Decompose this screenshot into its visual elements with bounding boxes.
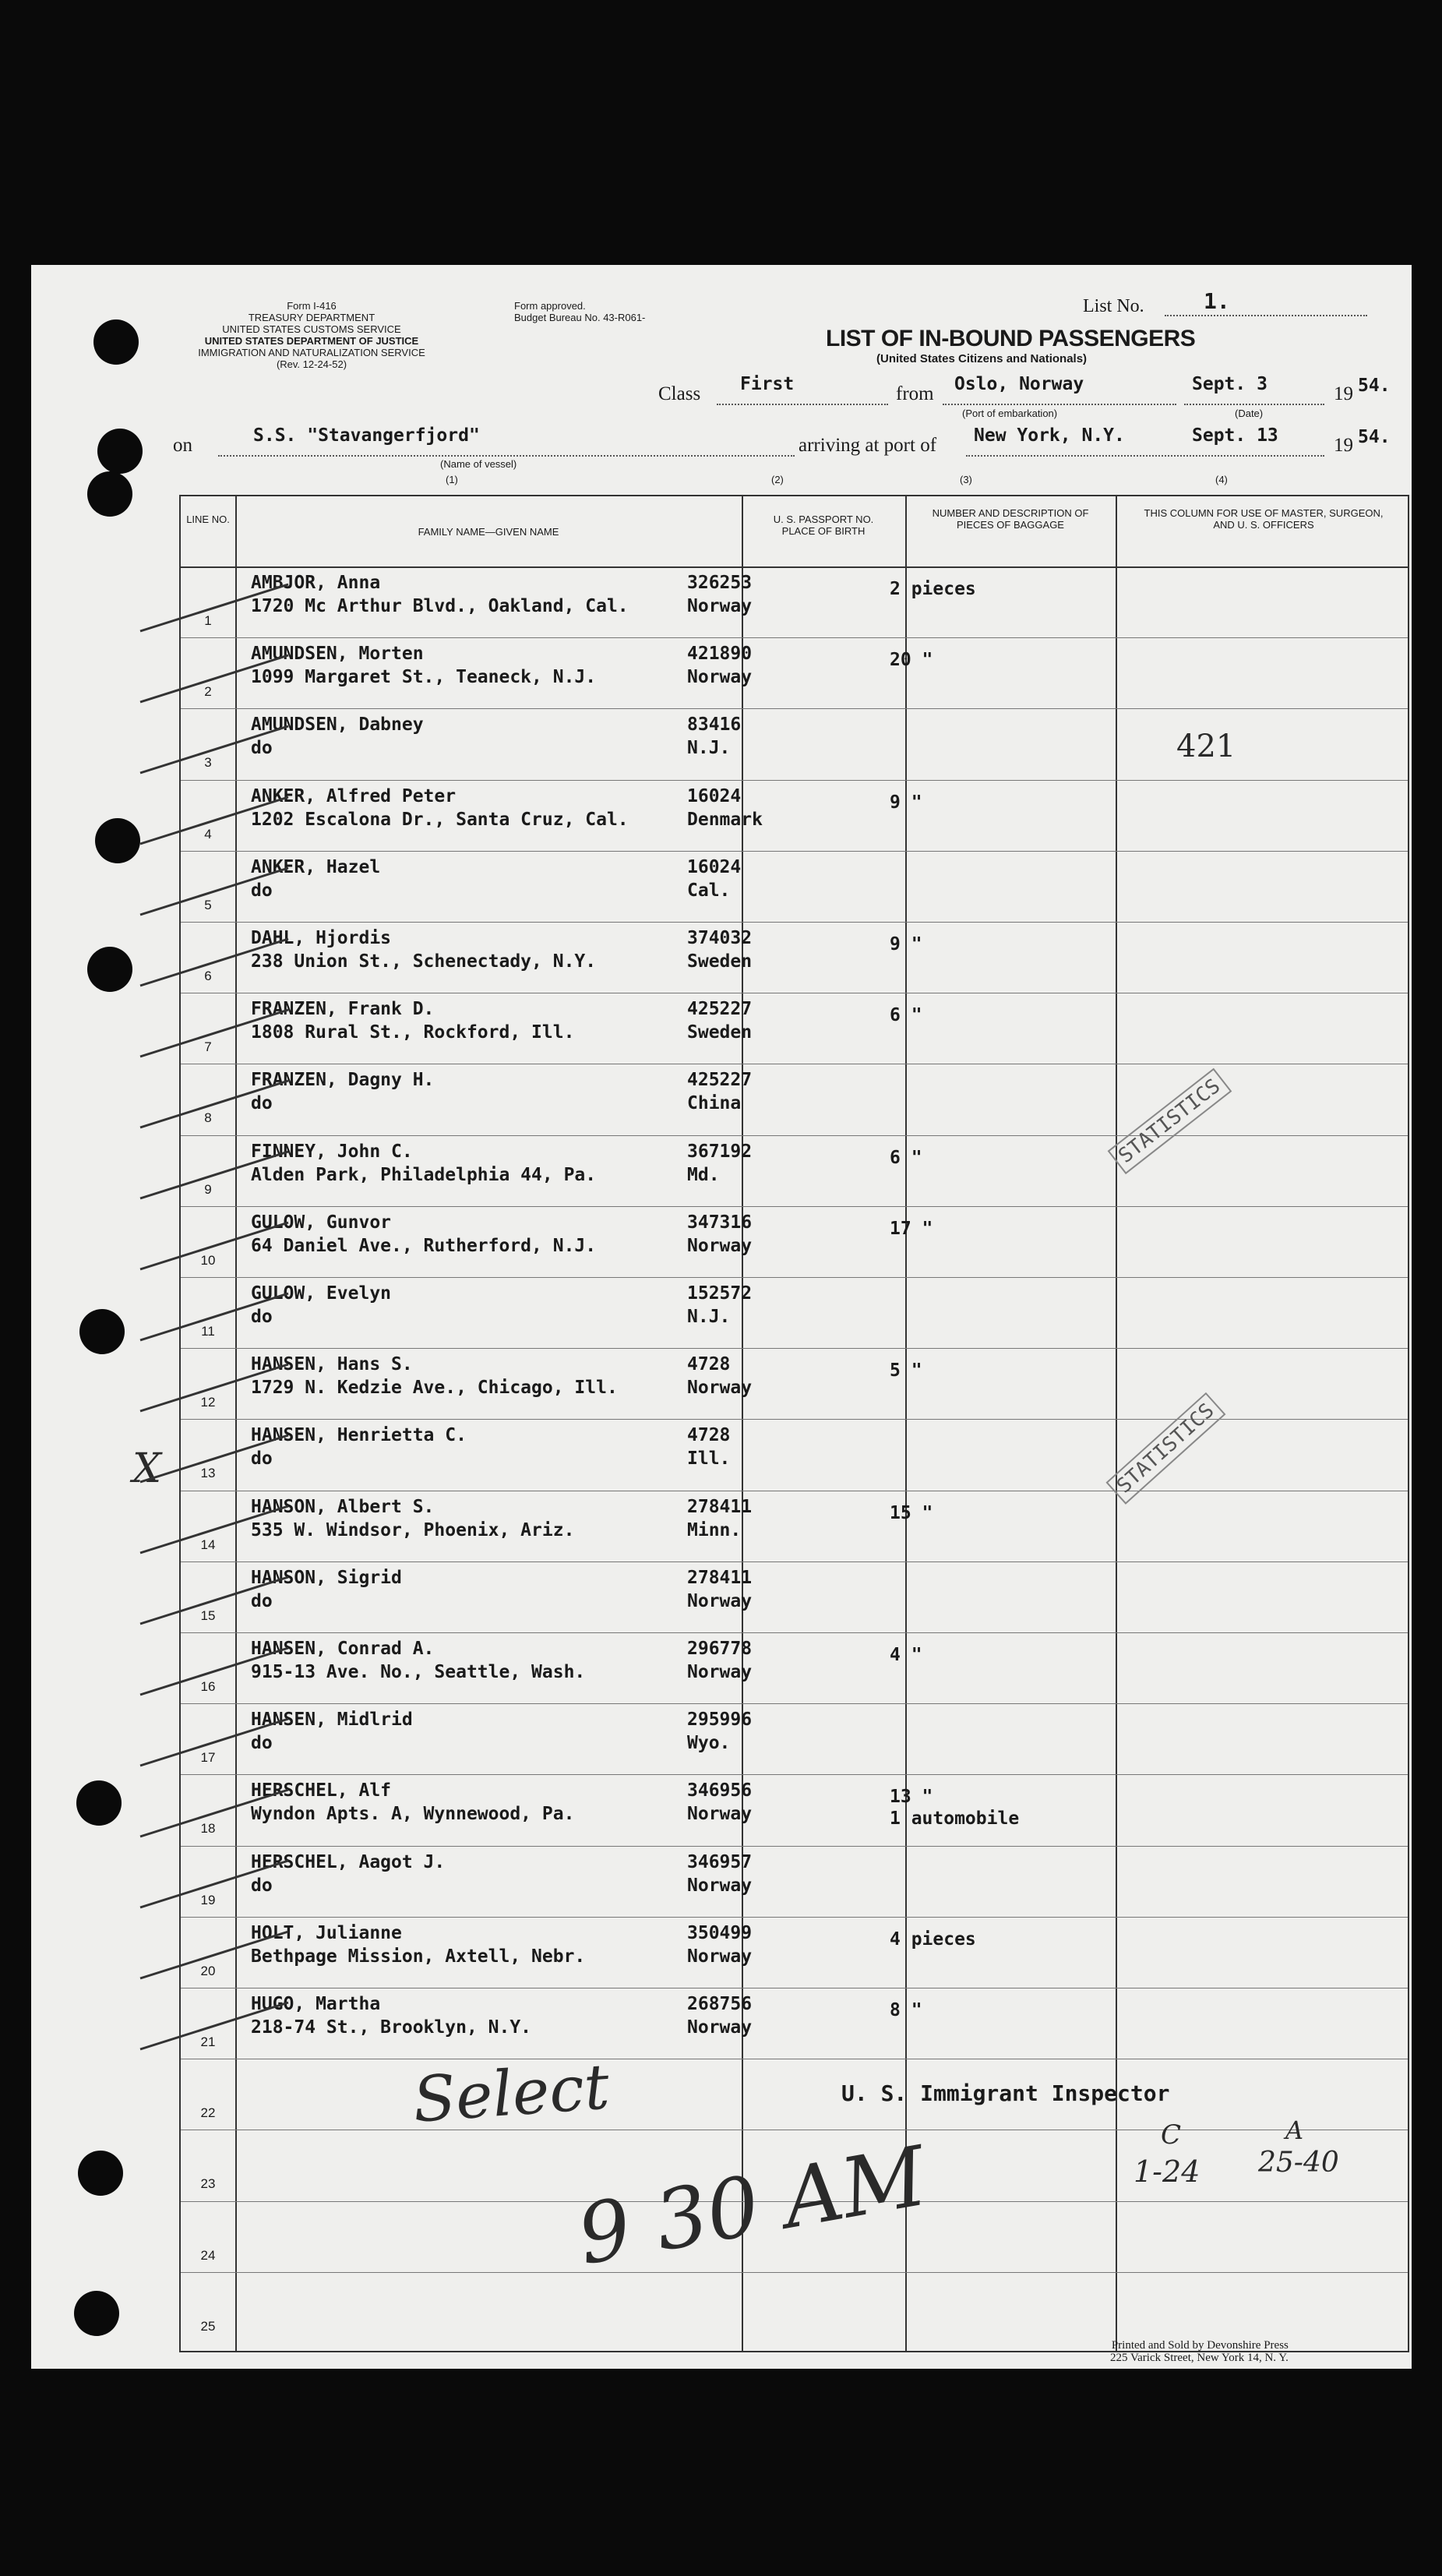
justice-dept: UNITED STATES DEPARTMENT OF JUSTICE (204, 335, 419, 347)
passenger-address: Wyndon Apts. A, Wynnewood, Pa. (251, 1804, 575, 1825)
printer-line-1: Printed and Sold by Devonshire Press (1111, 2339, 1289, 2352)
arrival-date: Sept. 13 (1192, 425, 1278, 446)
passenger-name: AMBJOR, Anna (251, 573, 381, 593)
table-row (181, 1561, 1408, 1632)
passenger-name: HANSEN, Midlrid (251, 1710, 413, 1731)
line-number: 5 (204, 897, 212, 912)
passenger-address: do (251, 1449, 273, 1470)
line-number: 16 (200, 1679, 216, 1694)
date-rule (1184, 404, 1324, 405)
handwritten-time: 9 30 AM (570, 2128, 933, 2284)
baggage-count: 2 pieces (890, 579, 976, 599)
check-mark (140, 2003, 288, 2049)
passport-number: 278411 (687, 1496, 753, 1517)
page-subtitle: (United States Citizens and Nationals) (876, 352, 1088, 365)
check-mark (140, 1223, 288, 1269)
table-row (181, 993, 1408, 1064)
col-index-1: (1) (446, 474, 458, 485)
line-number: 21 (200, 2034, 216, 2049)
check-mark (140, 1506, 288, 1553)
passport-number: 421890 (687, 644, 753, 665)
passenger-name: HANSON, Albert S. (251, 1496, 435, 1517)
passenger-address: do (251, 738, 273, 759)
check-mark (140, 1932, 288, 1978)
year-prefix-2: 19 (1334, 435, 1353, 456)
place-of-birth: Ill. (687, 1449, 731, 1470)
passenger-name: ANKER, Hazel (251, 856, 381, 877)
passenger-name: GULOW, Evelyn (251, 1283, 392, 1304)
passport-number: 350499 (687, 1922, 753, 1943)
passport-number: 295996 (687, 1710, 753, 1731)
passenger-address: 64 Daniel Ave., Rutherford, N.J. (251, 1235, 597, 1256)
line-number: 20 (200, 1963, 216, 1978)
arrival-port: New York, N.Y. (974, 425, 1125, 446)
passenger-address: 1202 Escalona Dr., Santa Cruz, Cal. (251, 809, 629, 830)
place-of-birth: Sweden (687, 1022, 753, 1043)
check-mark (140, 797, 288, 844)
passenger-name: HANSEN, Conrad A. (251, 1639, 435, 1659)
check-mark (140, 1293, 288, 1340)
passport-number: 367192 (687, 1141, 753, 1162)
line-number: 8 (204, 1110, 212, 1126)
place-of-birth: Norway (687, 1662, 753, 1682)
check-mark (140, 1861, 288, 1907)
form-number: Form I-416 (287, 300, 337, 312)
passenger-address: do (251, 1875, 273, 1896)
list-no-label: List No. (1083, 296, 1144, 316)
code-421: 421 (1176, 729, 1236, 764)
place-of-birth: Norway (687, 667, 753, 688)
passenger-address: 1729 N. Kedzie Ave., Chicago, Ill. (251, 1378, 618, 1399)
place-of-birth: Norway (687, 2017, 753, 2038)
date-caption: (Date) (1235, 408, 1264, 419)
baggage-count: 4 " (890, 1645, 922, 1665)
baggage-extra: 1 automobile (890, 1808, 1020, 1830)
table-row (181, 851, 1408, 922)
passenger-address: Alden Park, Philadelphia 44, Pa. (251, 1164, 597, 1185)
punch-hole (87, 471, 132, 517)
place-of-birth: Norway (687, 1590, 753, 1611)
baggage-count: 5 " (890, 1360, 922, 1382)
table-row (181, 922, 1408, 993)
punch-hole (97, 429, 143, 474)
passport-number: 152572 (687, 1283, 753, 1304)
table-row (181, 1135, 1408, 1206)
punch-hole (87, 947, 132, 992)
place-of-birth: Norway (687, 1946, 753, 1967)
passenger-address: 218-74 St., Brooklyn, N.Y. (251, 2017, 532, 2038)
check-mark (140, 655, 288, 702)
class-rule (717, 404, 888, 405)
handwritten-c: C (1161, 2119, 1182, 2151)
passenger-address: 915-13 Ave. No., Seattle, Wash. (251, 1662, 586, 1682)
col-index-4: (4) (1215, 474, 1228, 485)
vessel-name: S.S. "Stavangerfjord" (253, 425, 480, 446)
passenger-name: ANKER, Alfred Peter (251, 785, 457, 806)
table-row (181, 780, 1408, 851)
line-number: 24 (200, 2247, 216, 2263)
form-approved: Form approved. (514, 300, 586, 312)
table-row (181, 1206, 1408, 1277)
passenger-name: HOLT, Julianne (251, 1922, 402, 1943)
passport-number: 425227 (687, 999, 753, 1020)
col-header-passport: U. S. PASSPORT NO. PLACE OF BIRTH (773, 513, 874, 537)
passport-number: 346957 (687, 1851, 753, 1872)
line-number: 13 (200, 1466, 216, 1481)
col-header-officers: THIS COLUMN FOR USE OF MASTER, SURGEON, AND U. S. OFFICERS (1144, 507, 1384, 531)
passenger-name: AMUNDSEN, Morten (251, 644, 424, 665)
line-number: 18 (200, 1821, 216, 1837)
col-header-name: FAMILY NAME—GIVEN NAME (418, 526, 559, 538)
line-number: 11 (201, 1324, 215, 1339)
handwritten-select: Select (411, 2050, 612, 2137)
passenger-name: FRANZEN, Dagny H. (251, 1070, 435, 1091)
arrival-year: 54. (1358, 427, 1391, 447)
passport-number: 83416 (687, 715, 742, 736)
place-of-birth: Norway (687, 1875, 753, 1896)
baggage-count: 8 " (890, 2000, 922, 2020)
baggage-count: 6 " (890, 1005, 922, 1026)
col-header-baggage: NUMBER AND DESCRIPTION OF PIECES OF BAGGAGE (932, 507, 1089, 531)
line-number: 17 (200, 1750, 216, 1766)
check-mark (140, 1152, 288, 1198)
table-row (181, 1632, 1408, 1703)
passenger-name: HANSEN, Hans S. (251, 1354, 413, 1375)
passport-number: 278411 (687, 1567, 753, 1588)
table-row (181, 2059, 1408, 2130)
check-mark (140, 1364, 288, 1411)
handwritten-c-range: 1-24 (1134, 2154, 1200, 2189)
form-header-block (187, 300, 436, 370)
passenger-address: 535 W. Windsor, Phoenix, Ariz. (251, 1519, 575, 1540)
arrival-rule (966, 455, 1324, 457)
line-number: 15 (200, 1607, 216, 1623)
check-mark (140, 939, 288, 986)
check-mark (140, 868, 288, 915)
table-row (181, 1774, 1408, 1845)
passport-number: 374032 (687, 928, 753, 948)
baggage-count: 9 " (890, 792, 922, 813)
table-row (181, 1917, 1408, 1988)
line-number: 7 (204, 1039, 212, 1055)
handwritten-a: A (1285, 2115, 1304, 2145)
table-row (181, 1419, 1408, 1490)
line-number: 2 (204, 684, 212, 700)
baggage-count: 4 pieces (890, 1928, 976, 1950)
handwritten-x: X (132, 1445, 162, 1492)
passport-number: 16024 (687, 785, 742, 806)
punch-hole (76, 1780, 122, 1826)
baggage-count: 15 " (890, 1502, 933, 1523)
place-of-birth: N.J. (687, 738, 731, 759)
manifest-page (31, 265, 1412, 2369)
table-row (181, 2272, 1408, 2343)
line-number: 22 (200, 2105, 216, 2121)
vessel-rule (218, 455, 795, 457)
departure-year: 54. (1358, 376, 1391, 396)
check-mark (140, 1577, 288, 1624)
customs-service: UNITED STATES CUSTOMS SERVICE (222, 323, 401, 335)
place-of-birth: Minn. (687, 1519, 742, 1540)
place-of-birth: China (687, 1093, 742, 1114)
passenger-name: HANSEN, Henrietta C. (251, 1425, 467, 1446)
passenger-address: 1099 Margaret St., Teaneck, N.J. (251, 667, 597, 688)
place-of-birth: N.J. (687, 1307, 731, 1327)
baggage-count: 6 " (890, 1147, 922, 1168)
treasury-dept: TREASURY DEPARTMENT (248, 312, 375, 323)
place-of-birth: Sweden (687, 951, 753, 972)
passport-number: 4728 (687, 1354, 731, 1375)
line-number: 23 (200, 2176, 216, 2192)
passenger-name: HUGO, Martha (251, 1994, 381, 2014)
passenger-address: 238 Union St., Schenectady, N.Y. (251, 951, 597, 972)
passport-number: 346956 (687, 1780, 753, 1801)
table-row (181, 1491, 1408, 1561)
punch-hole (74, 2291, 119, 2336)
passenger-address: 1720 Mc Arthur Blvd., Oakland, Cal. (251, 596, 629, 616)
passenger-address: 1808 Rural St., Rockford, Ill. (251, 1022, 575, 1043)
place-of-birth: Md. (687, 1164, 720, 1185)
table-row (181, 1064, 1408, 1134)
table-row (181, 566, 1408, 637)
table-row (181, 1703, 1408, 1774)
col-index-2: (2) (771, 474, 784, 485)
place-of-birth: Cal. (687, 880, 731, 901)
list-no-value: 1. (1204, 288, 1230, 314)
line-number: 6 (204, 969, 212, 983)
line-number: 1 (204, 613, 212, 628)
check-mark (140, 726, 288, 773)
passenger-address: do (251, 1733, 273, 1754)
class-label: Class (658, 383, 701, 404)
passenger-name: FRANZEN, Frank D. (251, 999, 435, 1020)
from-label: from (896, 383, 934, 404)
check-mark (140, 1081, 288, 1127)
check-mark (140, 1010, 288, 1057)
printer-footer (1110, 2339, 1289, 2364)
embark-caption: (Port of embarkation) (962, 408, 1058, 419)
passenger-name: HERSCHEL, Alf (251, 1780, 392, 1801)
place-of-birth: Norway (687, 1235, 753, 1256)
passenger-name: GULOW, Gunvor (251, 1212, 392, 1233)
inspector-signature-line: U. S. Immigrant Inspector (841, 2080, 1170, 2106)
class-value: First (740, 374, 795, 394)
baggage-count: 9 " (890, 934, 922, 955)
passport-number: 268756 (687, 1994, 753, 2014)
revision: (Rev. 12-24-52) (276, 358, 347, 370)
list-no-rule (1165, 315, 1367, 316)
arriving-label: arriving at port of (799, 435, 937, 456)
passenger-address: Bethpage Mission, Axtell, Nebr. (251, 1946, 586, 1967)
place-of-birth: Denmark (687, 809, 763, 830)
table-row (181, 637, 1408, 708)
table-row (181, 1846, 1408, 1917)
check-marks (132, 561, 335, 2197)
punch-hole (93, 319, 139, 365)
port-of-embarkation: Oslo, Norway (954, 374, 1084, 394)
punch-hole (79, 1309, 125, 1354)
on-label: on (173, 435, 192, 456)
punch-hole (78, 2151, 123, 2196)
approval-block (514, 300, 645, 323)
table-row (181, 1277, 1408, 1348)
passenger-table (179, 495, 1409, 2352)
passenger-name: AMUNDSEN, Dabney (251, 715, 424, 736)
line-number: 9 (204, 1181, 212, 1197)
passenger-name: HANSON, Sigrid (251, 1567, 402, 1588)
baggage-count: 13 " (890, 1787, 933, 1808)
baggage-count: 17 " (890, 1218, 933, 1239)
statistics-stamp: STATISTICS (1105, 1392, 1225, 1505)
page-title: LIST OF IN-BOUND PASSENGERS (826, 326, 1196, 351)
line-number: 3 (204, 755, 212, 771)
passport-number: 326253 (687, 573, 753, 593)
line-number: 19 (200, 1892, 216, 1907)
line-number: 4 (204, 826, 212, 842)
budget-bureau: Budget Bureau No. 43-R061- (514, 312, 646, 323)
passport-number: 16024 (687, 856, 742, 877)
passport-number: 296778 (687, 1639, 753, 1659)
col-index-3: (3) (960, 474, 972, 485)
ins-service: IMMIGRATION AND NATURALIZATION SERVICE (198, 347, 425, 358)
handwritten-a-range: 25-40 (1258, 2147, 1339, 2179)
check-mark (140, 1719, 288, 1766)
place-of-birth: Norway (687, 1804, 753, 1825)
col-header-line-no: LINE NO. (186, 513, 230, 525)
table-row (181, 1988, 1408, 2059)
place-of-birth: Wyo. (687, 1733, 731, 1754)
passenger-address: do (251, 1093, 273, 1114)
check-mark (140, 1648, 288, 1695)
baggage-count: 20 " (890, 650, 933, 671)
printer-line-2: 225 Varick Street, New York 14, N. Y. (1110, 2352, 1289, 2364)
passenger-name: HERSCHEL, Aagot J. (251, 1851, 446, 1872)
passport-number: 425227 (687, 1070, 753, 1091)
line-number: 25 (200, 2318, 216, 2334)
passenger-address: do (251, 1307, 273, 1327)
passenger-name: DAHL, Hjordis (251, 928, 392, 948)
vessel-caption: (Name of vessel) (440, 458, 517, 470)
passport-number: 4728 (687, 1425, 731, 1446)
statistics-stamp: STATISTICS (1108, 1068, 1232, 1174)
embark-rule (943, 404, 1176, 405)
place-of-birth: Norway (687, 596, 753, 616)
line-number: 14 (200, 1537, 216, 1552)
passenger-address: do (251, 1590, 273, 1611)
check-mark (140, 1790, 288, 1837)
check-mark (140, 584, 288, 631)
check-mark (140, 1435, 288, 1482)
line-number: 12 (200, 1395, 216, 1410)
passport-number: 347316 (687, 1212, 753, 1233)
passenger-name: FINNEY, John C. (251, 1141, 413, 1162)
table-row (181, 1348, 1408, 1419)
line-number: 10 (200, 1252, 216, 1268)
year-prefix: 19 (1334, 383, 1353, 404)
passenger-address: do (251, 880, 273, 901)
departure-date: Sept. 3 (1192, 374, 1267, 394)
place-of-birth: Norway (687, 1378, 753, 1399)
